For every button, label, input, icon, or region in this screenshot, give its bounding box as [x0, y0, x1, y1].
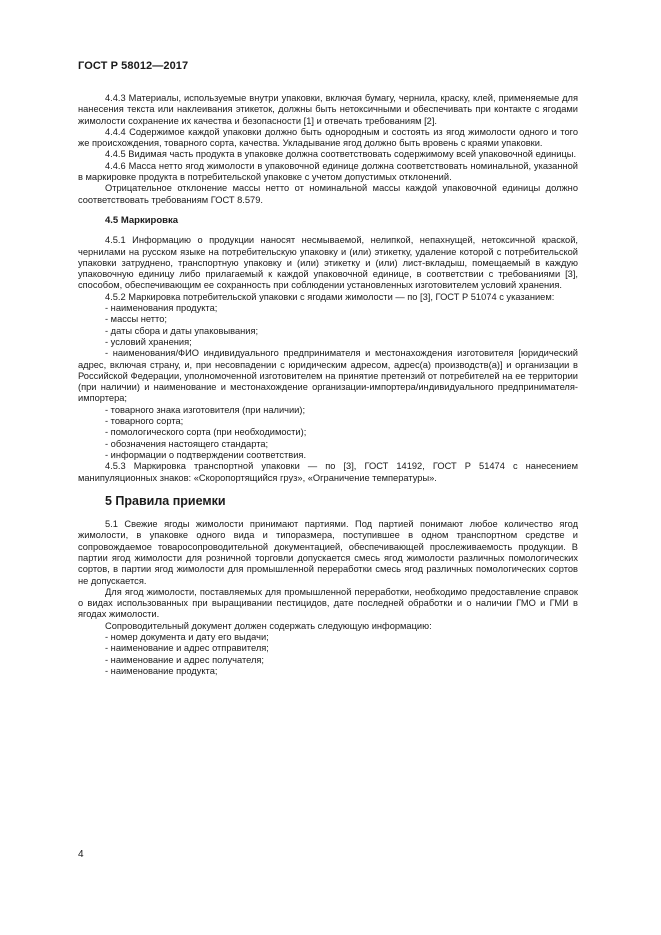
section-heading-4-5: 4.5 Маркировка [105, 214, 179, 226]
paragraph-accompanying-document: Сопроводительный документ должен содержать следующую информацию: [105, 620, 432, 631]
paragraph-industrial-processing: Для ягод жимолости, поставляемых для промышленной переработки, необходимо предоставление справок о видах использованных при выращивании пестицидов, дате последней обработки и о наличии ГМО и ГМИ в ягодах жимолости. [78, 586, 578, 620]
paragraph-4-4-3: 4.4.3 Материалы, используемые внутри упаковки, включая бумагу, чернила, краску, клей, применяемые для нанесения текста или наклеивания этикеток, должны быть нетоксичными и обеспечивать при контакте с ягодами жимолости сохранение их качества и безопасности [1] и отвечать требованиям [2]. [78, 93, 578, 126]
paragraph-4-4-6: 4.4.6 Масса нетто ягод жимолости в упаковочной единице должна соответствовать номинальной, указанной в маркировке продукта в потребительской упаковке с учетом допустимых отклонений. [78, 160, 578, 183]
list-item: - наименование и адрес отправителя; [105, 643, 269, 654]
paragraph-mass-deviation: Отрицательное отклонение массы нетто от номинальной массы каждой упаковочной единицы должно соответствовать требованиям ГОСТ 8.579. [78, 183, 578, 205]
list-item: - обозначения настоящего стандарта; [105, 438, 269, 449]
list-item: - наименование и адрес получателя; [105, 654, 265, 665]
list-item: - номер документа и дату его выдачи; [105, 632, 269, 643]
paragraph-4-5-3: 4.5.3 Маркировка транспортной упаковки — по [3], ГОСТ 14192, ГОСТ Р 51474 с нанесением манипуляционных знаков: «Скоропортящийся груз», «Ограничение температуры». [78, 461, 578, 483]
paragraph-5-1: 5.1 Свежие ягоды жимолости принимают партиями. Под партией понимают любое количество ягод жимолости, в упаковке одного вида и типоразмера, поступившее в одном транспортном средстве и сопровождаемое товаросопроводительной документацией, обеспечивающей прослеживаемость продукции. В партии ягод жимолости для розничной торговли допускается смесь ягод жимолости различных помологических сортов, в партии ягод жимолости для промышленной переработки смесь ягод различных помологических сортов не допускается. [78, 519, 578, 586]
list-item: - помологического сорта (при необходимости); [105, 427, 307, 438]
list-item: - наименования продукта; [105, 303, 218, 314]
document-header: ГОСТ Р 58012—2017 [78, 60, 189, 72]
list-item: - товарного знака изготовителя (при наличии); [105, 404, 306, 415]
list-item: - наименование продукта; [105, 665, 218, 676]
paragraph-4-5-1: 4.5.1 Информацию о продукции наносят несмываемой, нелипкой, непахнущей, нетоксичной краской, чернилами на русском языке на потребительскую упаковку и (или) этикетку, удаление которой с потребительской упаковки затруднено, транспортную упаковку и (или) этикетку и (или) лист-вкладыш, помещаемый в каждую упаковочную единицу либо прилагаемый к каждой упаковочной единице, в соответствии с требованиями [3], способом, обеспечивающим ее сохранность при соблюдении установленных изготовителем условий хранения. [78, 235, 578, 291]
list-item: - товарного сорта; [105, 416, 184, 427]
list-item: - условий хранения; [105, 336, 192, 347]
list-item: - наименования/ФИО индивидуального предпринимателя и местонахождения изготовителя [юридический адрес, включая страну, и, при несовпадении с юридическим адресом, адрес(а) производств(а)] и организации в Российской Федерации, уполномоченной изготовителем на принятие претензий от потребителей на ее территории (при наличии) и наименование и местонахождение организации-импортера/индивидуального предпринимателя-импортера; [78, 348, 578, 404]
paragraph-4-5-2: 4.5.2 Маркировка потребительской упаковки с ягодами жимолости — по [3], ГОСТ Р 51074 с указанием: [105, 291, 555, 302]
list-item: - даты сбора и даты упаковывания; [105, 325, 259, 336]
list-item: - массы нетто; [105, 314, 167, 325]
paragraph-4-4-4: 4.4.4 Содержимое каждой упаковки должно быть однородным и состоять из ягод жимолости одного и того же происхождения, товарного сорта, качества. Укладывание ягод должно быть вровень с краями упаковки. [78, 126, 578, 149]
list-item: - информации о подтверждении соответствия. [105, 449, 307, 460]
page-number: 4 [78, 849, 84, 860]
chapter-heading-5: 5 Правила приемки [105, 493, 226, 508]
paragraph-4-4-5: 4.4.5 Видимая часть продукта в упаковке должна соответствовать содержимому всей упаковочной единицы. [105, 149, 577, 160]
page-body [78, 93, 578, 677]
